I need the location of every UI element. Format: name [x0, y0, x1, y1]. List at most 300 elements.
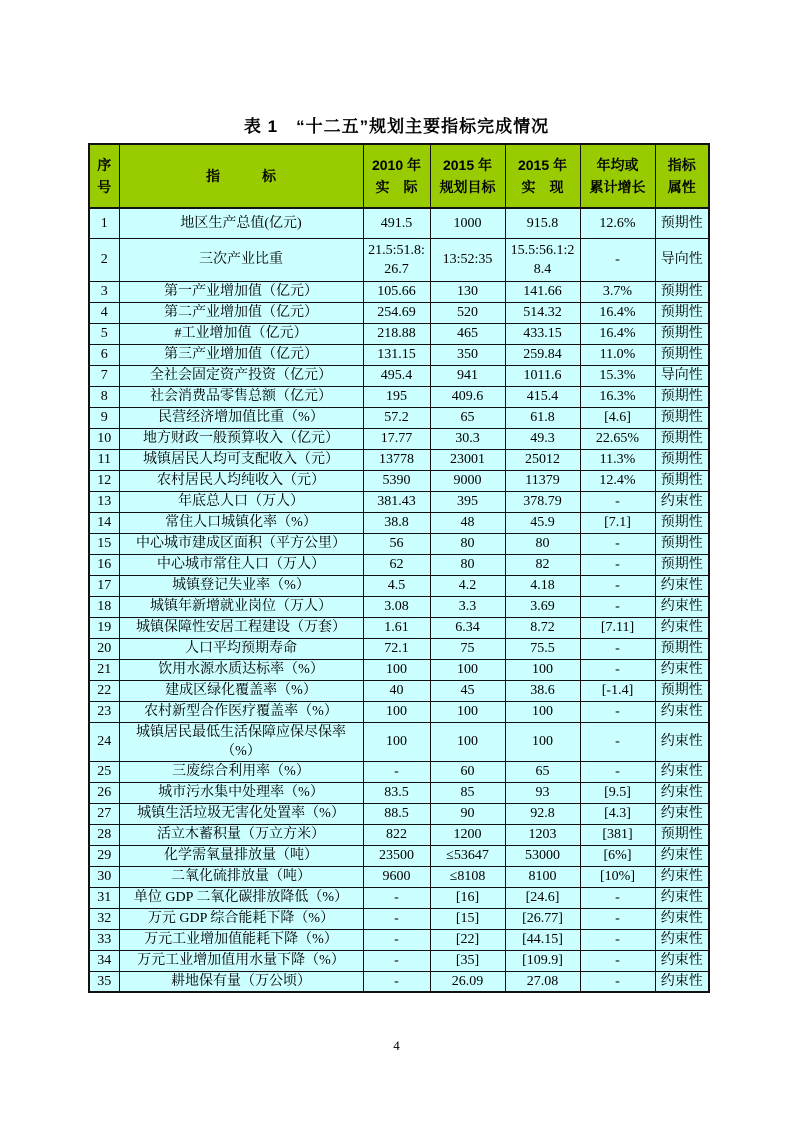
- table-row: [89, 638, 709, 659]
- value-growth: -: [580, 638, 655, 659]
- table-row: [89, 887, 709, 908]
- value-2015-target: 65: [430, 407, 505, 428]
- row-number: 8: [89, 386, 119, 407]
- value-2010-actual: 23500: [363, 845, 430, 866]
- row-number: 15: [89, 533, 119, 554]
- row-number: 13: [89, 491, 119, 512]
- value-2010-actual: 9600: [363, 866, 430, 887]
- table-row: [89, 866, 709, 887]
- value-2015-actual: 259.84: [505, 344, 580, 365]
- value-2010-actual: -: [363, 908, 430, 929]
- row-number: 23: [89, 701, 119, 722]
- col-header-2015-actual: [505, 144, 580, 208]
- indicator-attribute: 预期性: [655, 323, 709, 344]
- indicator-attribute: 预期性: [655, 470, 709, 491]
- table-header: [89, 144, 709, 208]
- value-2010-actual: 62: [363, 554, 430, 575]
- indicator-name: 城镇居民最低生活保障应保尽保率（%）: [119, 722, 363, 761]
- header-line: 年均或: [596, 157, 639, 173]
- indicator-name: 第一产业增加值（亿元）: [119, 281, 363, 302]
- indicator-attribute: 约束性: [655, 701, 709, 722]
- row-number: 11: [89, 449, 119, 470]
- row-number: 24: [89, 722, 119, 761]
- value-growth: -: [580, 722, 655, 761]
- value-2015-target: [35]: [430, 950, 505, 971]
- value-growth: -: [580, 533, 655, 554]
- value-2010-actual: -: [363, 761, 430, 782]
- indicator-attribute: 预期性: [655, 533, 709, 554]
- value-2015-target: 465: [430, 323, 505, 344]
- col-header-indicator: [119, 144, 363, 208]
- page-title: 表 1 “十二五”规划主要指标完成情况: [243, 117, 550, 136]
- indicator-attribute: 约束性: [655, 722, 709, 761]
- indicator-name: 第二产业增加值（亿元）: [119, 302, 363, 323]
- value-2015-actual: [109.9]: [505, 950, 580, 971]
- value-2015-target: 520: [430, 302, 505, 323]
- value-growth: [4.3]: [580, 803, 655, 824]
- indicator-attribute: 约束性: [655, 929, 709, 950]
- value-growth: 16.3%: [580, 386, 655, 407]
- value-2015-actual: [26.77]: [505, 908, 580, 929]
- value-2010-actual: 57.2: [363, 407, 430, 428]
- indicator-attribute: 约束性: [655, 908, 709, 929]
- value-2015-target: 13:52:35: [430, 238, 505, 281]
- table-row: [89, 782, 709, 803]
- value-2015-target: 350: [430, 344, 505, 365]
- row-number: 35: [89, 971, 119, 992]
- value-2015-target: 26.09: [430, 971, 505, 992]
- table-row: [89, 208, 709, 238]
- table-row: [89, 680, 709, 701]
- value-growth: 3.7%: [580, 281, 655, 302]
- row-number: 4: [89, 302, 119, 323]
- row-number: 12: [89, 470, 119, 491]
- header-line: 实 现: [521, 179, 564, 195]
- indicator-name: 城镇年新增就业岗位（万人）: [119, 596, 363, 617]
- row-number: 14: [89, 512, 119, 533]
- header-line: 2010 年: [371, 157, 422, 173]
- value-growth: -: [580, 929, 655, 950]
- col-header-2015-target: [430, 144, 505, 208]
- row-number: 29: [89, 845, 119, 866]
- value-2010-actual: 3.08: [363, 596, 430, 617]
- row-number: 5: [89, 323, 119, 344]
- row-number: 26: [89, 782, 119, 803]
- table-row: [89, 365, 709, 386]
- value-2015-target: 23001: [430, 449, 505, 470]
- indicator-name: 第三产业增加值（亿元）: [119, 344, 363, 365]
- indicator-name: 建成区绿化覆盖率（%）: [119, 680, 363, 701]
- value-2015-actual: 433.15: [505, 323, 580, 344]
- value-2015-actual: 49.3: [505, 428, 580, 449]
- value-2015-actual: 75.5: [505, 638, 580, 659]
- value-2015-target: 45: [430, 680, 505, 701]
- row-number: 16: [89, 554, 119, 575]
- indicator-name: 人口平均预期寿命: [119, 638, 363, 659]
- col-header-2010-actual: [363, 144, 430, 208]
- value-2015-target: ≤8108: [430, 866, 505, 887]
- value-2010-actual: 17.77: [363, 428, 430, 449]
- value-2010-actual: -: [363, 929, 430, 950]
- value-growth: [9.5]: [580, 782, 655, 803]
- indicator-attribute: 约束性: [655, 596, 709, 617]
- col-header-attribute: [655, 144, 709, 208]
- value-2015-actual: [24.6]: [505, 887, 580, 908]
- value-growth: [10%]: [580, 866, 655, 887]
- value-growth: -: [580, 971, 655, 992]
- table-row: [89, 824, 709, 845]
- value-2015-target: 1200: [430, 824, 505, 845]
- value-growth: 11.0%: [580, 344, 655, 365]
- indicator-attribute: 预期性: [655, 824, 709, 845]
- indicator-name: 单位 GDP 二氧化碳排放降低（%）: [119, 887, 363, 908]
- row-number: 10: [89, 428, 119, 449]
- row-number: 21: [89, 659, 119, 680]
- row-number: 6: [89, 344, 119, 365]
- indicator-attribute: 预期性: [655, 512, 709, 533]
- indicator-name: 农村居民人均纯收入（元）: [119, 470, 363, 491]
- table-row: [89, 950, 709, 971]
- value-2015-target: [15]: [430, 908, 505, 929]
- value-2015-actual: 92.8: [505, 803, 580, 824]
- value-2015-actual: 25012: [505, 449, 580, 470]
- value-2015-target: 80: [430, 533, 505, 554]
- value-2015-target: 80: [430, 554, 505, 575]
- value-2015-actual: 100: [505, 722, 580, 761]
- indicator-attribute: 预期性: [655, 428, 709, 449]
- table-row: [89, 596, 709, 617]
- value-growth: 16.4%: [580, 323, 655, 344]
- value-2015-actual: 53000: [505, 845, 580, 866]
- table-row: [89, 470, 709, 491]
- value-2015-target: 9000: [430, 470, 505, 491]
- row-number: 3: [89, 281, 119, 302]
- value-growth: [7.1]: [580, 512, 655, 533]
- value-2015-target: 30.3: [430, 428, 505, 449]
- indicator-name: 耕地保有量（万公顷）: [119, 971, 363, 992]
- value-2010-actual: 21.5:51.8:26.7: [363, 238, 430, 281]
- value-growth: -: [580, 701, 655, 722]
- indicator-name: 活立木蓄积量（万立方米）: [119, 824, 363, 845]
- table-row: [89, 845, 709, 866]
- table-row: [89, 302, 709, 323]
- indicator-attribute: 约束性: [655, 887, 709, 908]
- indicators-table: [88, 143, 710, 993]
- indicator-name: 城镇居民人均可支配收入（元）: [119, 449, 363, 470]
- indicator-attribute: 预期性: [655, 386, 709, 407]
- value-2010-actual: 5390: [363, 470, 430, 491]
- indicator-attribute: 约束性: [655, 950, 709, 971]
- value-2010-actual: 131.15: [363, 344, 430, 365]
- indicator-name: 中心城市常住人口（万人）: [119, 554, 363, 575]
- row-number: 32: [89, 908, 119, 929]
- table-row: [89, 722, 709, 761]
- table-row: [89, 533, 709, 554]
- table-row: [89, 449, 709, 470]
- indicator-name: 地方财政一般预算收入（亿元）: [119, 428, 363, 449]
- value-growth: 12.4%: [580, 470, 655, 491]
- value-2015-target: 941: [430, 365, 505, 386]
- header-line: 实 际: [375, 179, 418, 195]
- indicator-name: 年底总人口（万人）: [119, 491, 363, 512]
- value-growth: -: [580, 950, 655, 971]
- value-2010-actual: 105.66: [363, 281, 430, 302]
- value-2015-actual: [44.15]: [505, 929, 580, 950]
- table-row: [89, 238, 709, 281]
- header-line: 指标: [667, 157, 696, 173]
- table-row: [89, 617, 709, 638]
- table-row: [89, 908, 709, 929]
- value-2010-actual: 495.4: [363, 365, 430, 386]
- value-2015-target: 100: [430, 722, 505, 761]
- indicator-attribute: 预期性: [655, 449, 709, 470]
- indicator-name: 民营经济增加值比重（%）: [119, 407, 363, 428]
- value-growth: [4.6]: [580, 407, 655, 428]
- value-2015-target: 395: [430, 491, 505, 512]
- value-2015-target: 3.3: [430, 596, 505, 617]
- value-2015-actual: 378.79: [505, 491, 580, 512]
- table-row: [89, 428, 709, 449]
- value-2015-actual: 45.9: [505, 512, 580, 533]
- value-2015-actual: 27.08: [505, 971, 580, 992]
- indicator-attribute: 约束性: [655, 761, 709, 782]
- value-growth: 12.6%: [580, 208, 655, 238]
- value-2010-actual: 13778: [363, 449, 430, 470]
- value-2010-actual: 83.5: [363, 782, 430, 803]
- value-2015-target: [22]: [430, 929, 505, 950]
- header-row: [89, 144, 709, 208]
- header-line: 2015 年: [517, 157, 568, 173]
- value-2015-target: 90: [430, 803, 505, 824]
- indicator-attribute: 预期性: [655, 344, 709, 365]
- header-line: 规划目标: [439, 179, 496, 195]
- table-row: [89, 386, 709, 407]
- indicator-name: 农村新型合作医疗覆盖率（%）: [119, 701, 363, 722]
- page-number: 4: [393, 1038, 400, 1053]
- value-2010-actual: -: [363, 887, 430, 908]
- header-line: 指 标: [206, 168, 276, 184]
- indicator-name: 中心城市建成区面积（平方公里）: [119, 533, 363, 554]
- indicator-name: 常住人口城镇化率（%）: [119, 512, 363, 533]
- value-2015-target: 130: [430, 281, 505, 302]
- table-row: [89, 761, 709, 782]
- value-2015-actual: 61.8: [505, 407, 580, 428]
- value-2015-actual: 8100: [505, 866, 580, 887]
- table-row: [89, 929, 709, 950]
- row-number: 30: [89, 866, 119, 887]
- value-2010-actual: 40: [363, 680, 430, 701]
- header-line: 2015 年: [442, 157, 493, 173]
- indicator-name: 饮用水源水质达标率（%）: [119, 659, 363, 680]
- indicator-name: 三次产业比重: [119, 238, 363, 281]
- row-number: 22: [89, 680, 119, 701]
- row-number: 33: [89, 929, 119, 950]
- indicator-name: 万元 GDP 综合能耗下降（%）: [119, 908, 363, 929]
- value-growth: -: [580, 596, 655, 617]
- row-number: 1: [89, 208, 119, 238]
- value-2015-target: 4.2: [430, 575, 505, 596]
- row-number: 17: [89, 575, 119, 596]
- value-2015-target: 100: [430, 701, 505, 722]
- row-number: 7: [89, 365, 119, 386]
- value-growth: [381]: [580, 824, 655, 845]
- table-body: [89, 208, 709, 992]
- indicator-name: 二氧化硫排放量（吨）: [119, 866, 363, 887]
- indicator-attribute: 导向性: [655, 238, 709, 281]
- value-2015-actual: 141.66: [505, 281, 580, 302]
- row-number: 18: [89, 596, 119, 617]
- value-2015-target: 48: [430, 512, 505, 533]
- row-number: 19: [89, 617, 119, 638]
- value-2015-actual: 80: [505, 533, 580, 554]
- value-2015-actual: 38.6: [505, 680, 580, 701]
- header-line: 序: [97, 157, 112, 173]
- indicator-name: 城镇保障性安居工程建设（万套）: [119, 617, 363, 638]
- value-2015-actual: 1011.6: [505, 365, 580, 386]
- value-growth: -: [580, 659, 655, 680]
- indicator-attribute: 约束性: [655, 491, 709, 512]
- indicator-name: 城镇生活垃圾无害化处置率（%）: [119, 803, 363, 824]
- value-2010-actual: -: [363, 971, 430, 992]
- indicator-attribute: 预期性: [655, 281, 709, 302]
- value-growth: 15.3%: [580, 365, 655, 386]
- value-2015-actual: 11379: [505, 470, 580, 491]
- header-line: 累计增长: [589, 179, 646, 195]
- indicator-name: 城镇登记失业率（%）: [119, 575, 363, 596]
- value-2015-actual: 15.5:56.1:28.4: [505, 238, 580, 281]
- value-2010-actual: 822: [363, 824, 430, 845]
- indicator-attribute: 约束性: [655, 575, 709, 596]
- indicator-name: 万元工业增加值用水量下降（%）: [119, 950, 363, 971]
- value-growth: -: [580, 238, 655, 281]
- indicator-attribute: 预期性: [655, 680, 709, 701]
- value-2015-actual: 514.32: [505, 302, 580, 323]
- indicator-attribute: 预期性: [655, 208, 709, 238]
- value-2015-actual: 100: [505, 701, 580, 722]
- value-2015-actual: 8.72: [505, 617, 580, 638]
- value-2015-actual: 100: [505, 659, 580, 680]
- value-growth: -: [580, 908, 655, 929]
- value-2015-actual: 82: [505, 554, 580, 575]
- indicator-attribute: 约束性: [655, 971, 709, 992]
- value-2015-target: 100: [430, 659, 505, 680]
- table-row: [89, 323, 709, 344]
- table-row: [89, 701, 709, 722]
- indicator-attribute: 约束性: [655, 866, 709, 887]
- table-row: [89, 281, 709, 302]
- value-growth: [7.11]: [580, 617, 655, 638]
- value-growth: 16.4%: [580, 302, 655, 323]
- value-2015-actual: 415.4: [505, 386, 580, 407]
- value-growth: -: [580, 887, 655, 908]
- value-2010-actual: 100: [363, 659, 430, 680]
- value-2015-actual: 93: [505, 782, 580, 803]
- row-number: 34: [89, 950, 119, 971]
- indicator-attribute: 约束性: [655, 617, 709, 638]
- table-row: [89, 659, 709, 680]
- row-number: 25: [89, 761, 119, 782]
- value-2010-actual: 1.61: [363, 617, 430, 638]
- value-2010-actual: -: [363, 950, 430, 971]
- indicator-name: 社会消费品零售总额（亿元）: [119, 386, 363, 407]
- value-2015-target: [16]: [430, 887, 505, 908]
- table-row: [89, 344, 709, 365]
- table-row: [89, 491, 709, 512]
- value-2010-actual: 100: [363, 722, 430, 761]
- table-row: [89, 803, 709, 824]
- value-growth: -: [580, 761, 655, 782]
- value-growth: -: [580, 491, 655, 512]
- value-2015-target: 85: [430, 782, 505, 803]
- row-number: 27: [89, 803, 119, 824]
- row-number: 31: [89, 887, 119, 908]
- table-row: [89, 554, 709, 575]
- value-2010-actual: 218.88: [363, 323, 430, 344]
- indicator-attribute: 预期性: [655, 554, 709, 575]
- indicator-name: 全社会固定资产投资（亿元）: [119, 365, 363, 386]
- value-2010-actual: 381.43: [363, 491, 430, 512]
- table-row: [89, 575, 709, 596]
- row-number: 28: [89, 824, 119, 845]
- value-2010-actual: 38.8: [363, 512, 430, 533]
- row-number: 2: [89, 238, 119, 281]
- value-growth: 22.65%: [580, 428, 655, 449]
- value-2015-actual: 915.8: [505, 208, 580, 238]
- value-2010-actual: 72.1: [363, 638, 430, 659]
- indicator-name: 化学需氧量排放量（吨）: [119, 845, 363, 866]
- indicator-attribute: 约束性: [655, 782, 709, 803]
- row-number: 20: [89, 638, 119, 659]
- value-2015-target: 75: [430, 638, 505, 659]
- value-2010-actual: 100: [363, 701, 430, 722]
- value-2010-actual: 254.69: [363, 302, 430, 323]
- value-2015-actual: 1203: [505, 824, 580, 845]
- indicator-attribute: 预期性: [655, 638, 709, 659]
- value-2015-actual: 3.69: [505, 596, 580, 617]
- indicator-attribute: 约束性: [655, 845, 709, 866]
- value-growth: [-1.4]: [580, 680, 655, 701]
- value-2015-actual: 65: [505, 761, 580, 782]
- indicator-name: #工业增加值（亿元）: [119, 323, 363, 344]
- value-2015-target: 409.6: [430, 386, 505, 407]
- indicator-name: 城市污水集中处理率（%）: [119, 782, 363, 803]
- indicator-attribute: 预期性: [655, 407, 709, 428]
- indicator-name: 三废综合利用率（%）: [119, 761, 363, 782]
- value-growth: 11.3%: [580, 449, 655, 470]
- col-header-row-number: [89, 144, 119, 208]
- row-number: 9: [89, 407, 119, 428]
- header-line: 号: [97, 179, 112, 195]
- indicator-attribute: 导向性: [655, 365, 709, 386]
- value-growth: -: [580, 575, 655, 596]
- value-2015-target: 60: [430, 761, 505, 782]
- value-2015-target: 6.34: [430, 617, 505, 638]
- indicator-attribute: 预期性: [655, 302, 709, 323]
- indicator-name: 万元工业增加值能耗下降（%）: [119, 929, 363, 950]
- value-growth: -: [580, 554, 655, 575]
- value-2015-target: 1000: [430, 208, 505, 238]
- value-2010-actual: 56: [363, 533, 430, 554]
- indicator-attribute: 约束性: [655, 803, 709, 824]
- value-2010-actual: 4.5: [363, 575, 430, 596]
- value-2010-actual: 195: [363, 386, 430, 407]
- header-line: 属性: [667, 179, 696, 195]
- value-2015-target: ≤53647: [430, 845, 505, 866]
- col-header-growth: [580, 144, 655, 208]
- value-growth: [6%]: [580, 845, 655, 866]
- indicator-name: 地区生产总值(亿元): [119, 208, 363, 238]
- value-2010-actual: 491.5: [363, 208, 430, 238]
